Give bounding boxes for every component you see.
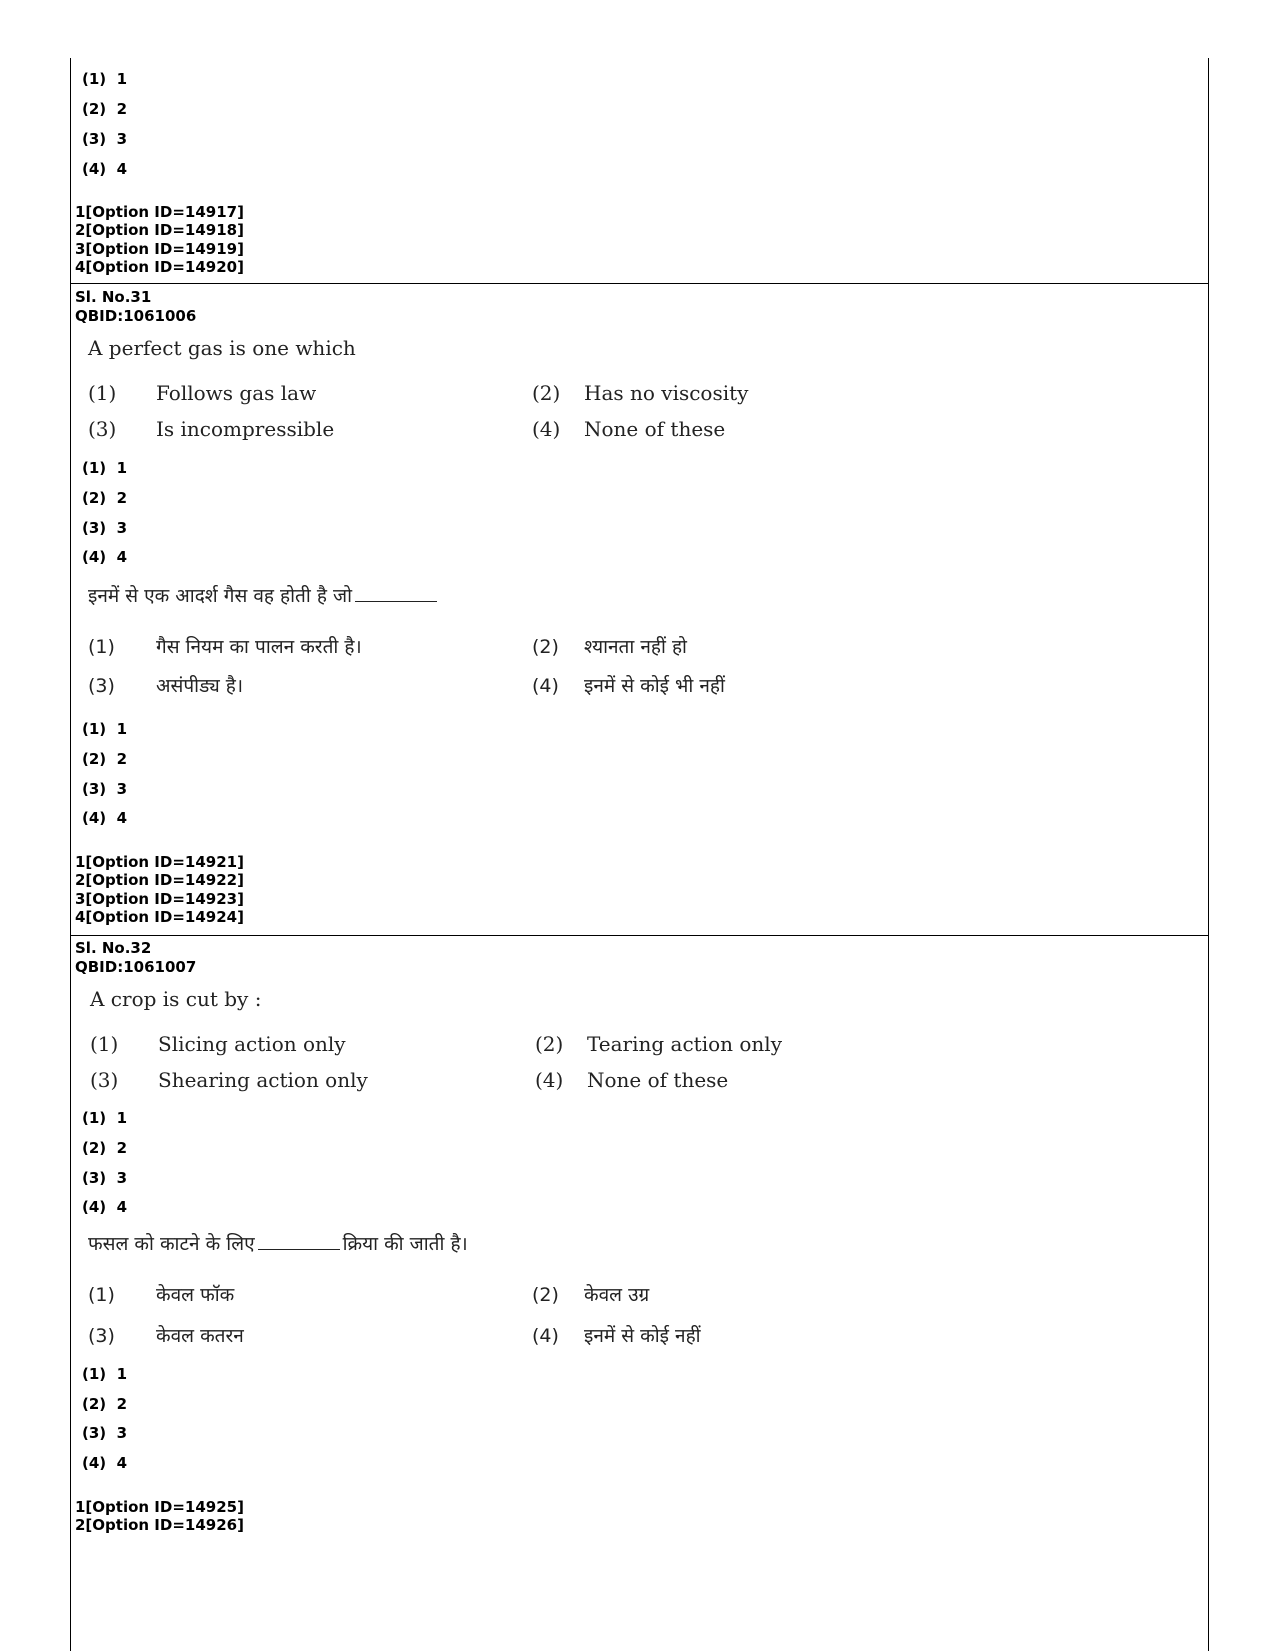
option-number: (4) — [535, 1068, 564, 1092]
answer-choice: (4) 4 — [82, 160, 128, 178]
qbid: QBID:1061006 — [75, 307, 197, 325]
question-text-hindi — [88, 1235, 468, 1254]
option-text: केवल कतरन — [156, 1325, 244, 1347]
option-text: None of these — [587, 1068, 729, 1092]
option-number: (4) — [532, 675, 559, 697]
option-number: (1) — [88, 381, 117, 405]
fill-in-blank — [355, 587, 437, 602]
answer-choice: (4) 4 — [82, 1454, 128, 1472]
answer-choice: (3) 3 — [82, 519, 128, 537]
answer-choice: (1) 1 — [82, 1365, 128, 1383]
option-id: 1[Option ID=14921] — [75, 853, 244, 871]
option-text: Follows gas law — [156, 381, 317, 405]
option-text: Slicing action only — [158, 1032, 346, 1056]
question-text-hindi — [88, 587, 440, 606]
option-number: (2) — [532, 1284, 559, 1306]
option-id: 1[Option ID=14917] — [75, 203, 244, 221]
option-number: (3) — [90, 1068, 119, 1092]
answer-choice: (3) 3 — [82, 1169, 128, 1187]
option-number: (1) — [88, 636, 115, 658]
answer-choice: (2) 2 — [82, 100, 128, 118]
answer-choice: (2) 2 — [82, 1139, 128, 1157]
option-number: (1) — [90, 1032, 119, 1056]
option-text: None of these — [584, 417, 726, 441]
option-id: 4[Option ID=14924] — [75, 908, 244, 926]
answer-choice: (3) 3 — [82, 130, 128, 148]
serial-number: Sl. No.31 — [75, 288, 152, 306]
section-divider — [70, 283, 1209, 284]
option-text: Is incompressible — [156, 417, 335, 441]
option-number: (2) — [532, 636, 559, 658]
answer-choice: (4) 4 — [82, 548, 128, 566]
option-id: 4[Option ID=14920] — [75, 258, 244, 276]
option-id: 1[Option ID=14925] — [75, 1498, 244, 1516]
option-id: 2[Option ID=14922] — [75, 871, 244, 889]
option-number: (3) — [88, 1325, 115, 1347]
answer-choice: (4) 4 — [82, 1198, 128, 1216]
answer-choice: (2) 2 — [82, 750, 128, 768]
option-text: इनमें से कोई नहीं — [584, 1325, 701, 1347]
answer-choice: (1) 1 — [82, 459, 128, 477]
answer-choice: (2) 2 — [82, 489, 128, 507]
option-text: इनमें से कोई भी नहीं — [584, 675, 725, 697]
answer-choice: (1) 1 — [82, 720, 128, 738]
option-text: Has no viscosity — [584, 381, 749, 405]
answer-choice: (3) 3 — [82, 780, 128, 798]
option-text: Tearing action only — [587, 1032, 782, 1056]
option-id: 2[Option ID=14918] — [75, 221, 244, 239]
option-text: केवल फॉक — [156, 1284, 235, 1306]
answer-choice: (1) 1 — [82, 70, 128, 88]
question-text-hindi-body: इनमें से एक आदर्श गैस वह होती है जो — [88, 585, 352, 607]
option-number: (3) — [88, 417, 117, 441]
option-text: Shearing action only — [158, 1068, 368, 1092]
question-text-english: A crop is cut by : — [90, 987, 262, 1011]
option-text: असंपीड्य है। — [156, 675, 244, 697]
fill-in-blank — [258, 1235, 340, 1250]
question-text-english: A perfect gas is one which — [88, 336, 356, 360]
question-text-hindi-pre: फसल को काटने के लिए — [88, 1233, 255, 1255]
option-text: केवल उग्र — [584, 1284, 650, 1306]
question-text-hindi-post: क्रिया की जाती है। — [342, 1233, 468, 1255]
answer-choice: (3) 3 — [82, 1424, 128, 1442]
answer-choice: (1) 1 — [82, 1109, 128, 1127]
option-number: (4) — [532, 1325, 559, 1347]
serial-number: Sl. No.32 — [75, 939, 152, 957]
option-id: 3[Option ID=14923] — [75, 890, 244, 908]
option-text: श्यानता नहीं हो — [584, 636, 687, 658]
option-number: (4) — [532, 417, 561, 441]
option-number: (3) — [88, 675, 115, 697]
option-id: 3[Option ID=14919] — [75, 240, 244, 258]
option-id: 2[Option ID=14926] — [75, 1516, 244, 1534]
answer-choice: (4) 4 — [82, 809, 128, 827]
option-number: (1) — [88, 1284, 115, 1306]
section-divider — [70, 935, 1209, 936]
option-number: (2) — [535, 1032, 564, 1056]
answer-choice: (2) 2 — [82, 1395, 128, 1413]
option-number: (2) — [532, 381, 561, 405]
option-text: गैस नियम का पालन करती है। — [156, 636, 362, 658]
qbid: QBID:1061007 — [75, 958, 197, 976]
